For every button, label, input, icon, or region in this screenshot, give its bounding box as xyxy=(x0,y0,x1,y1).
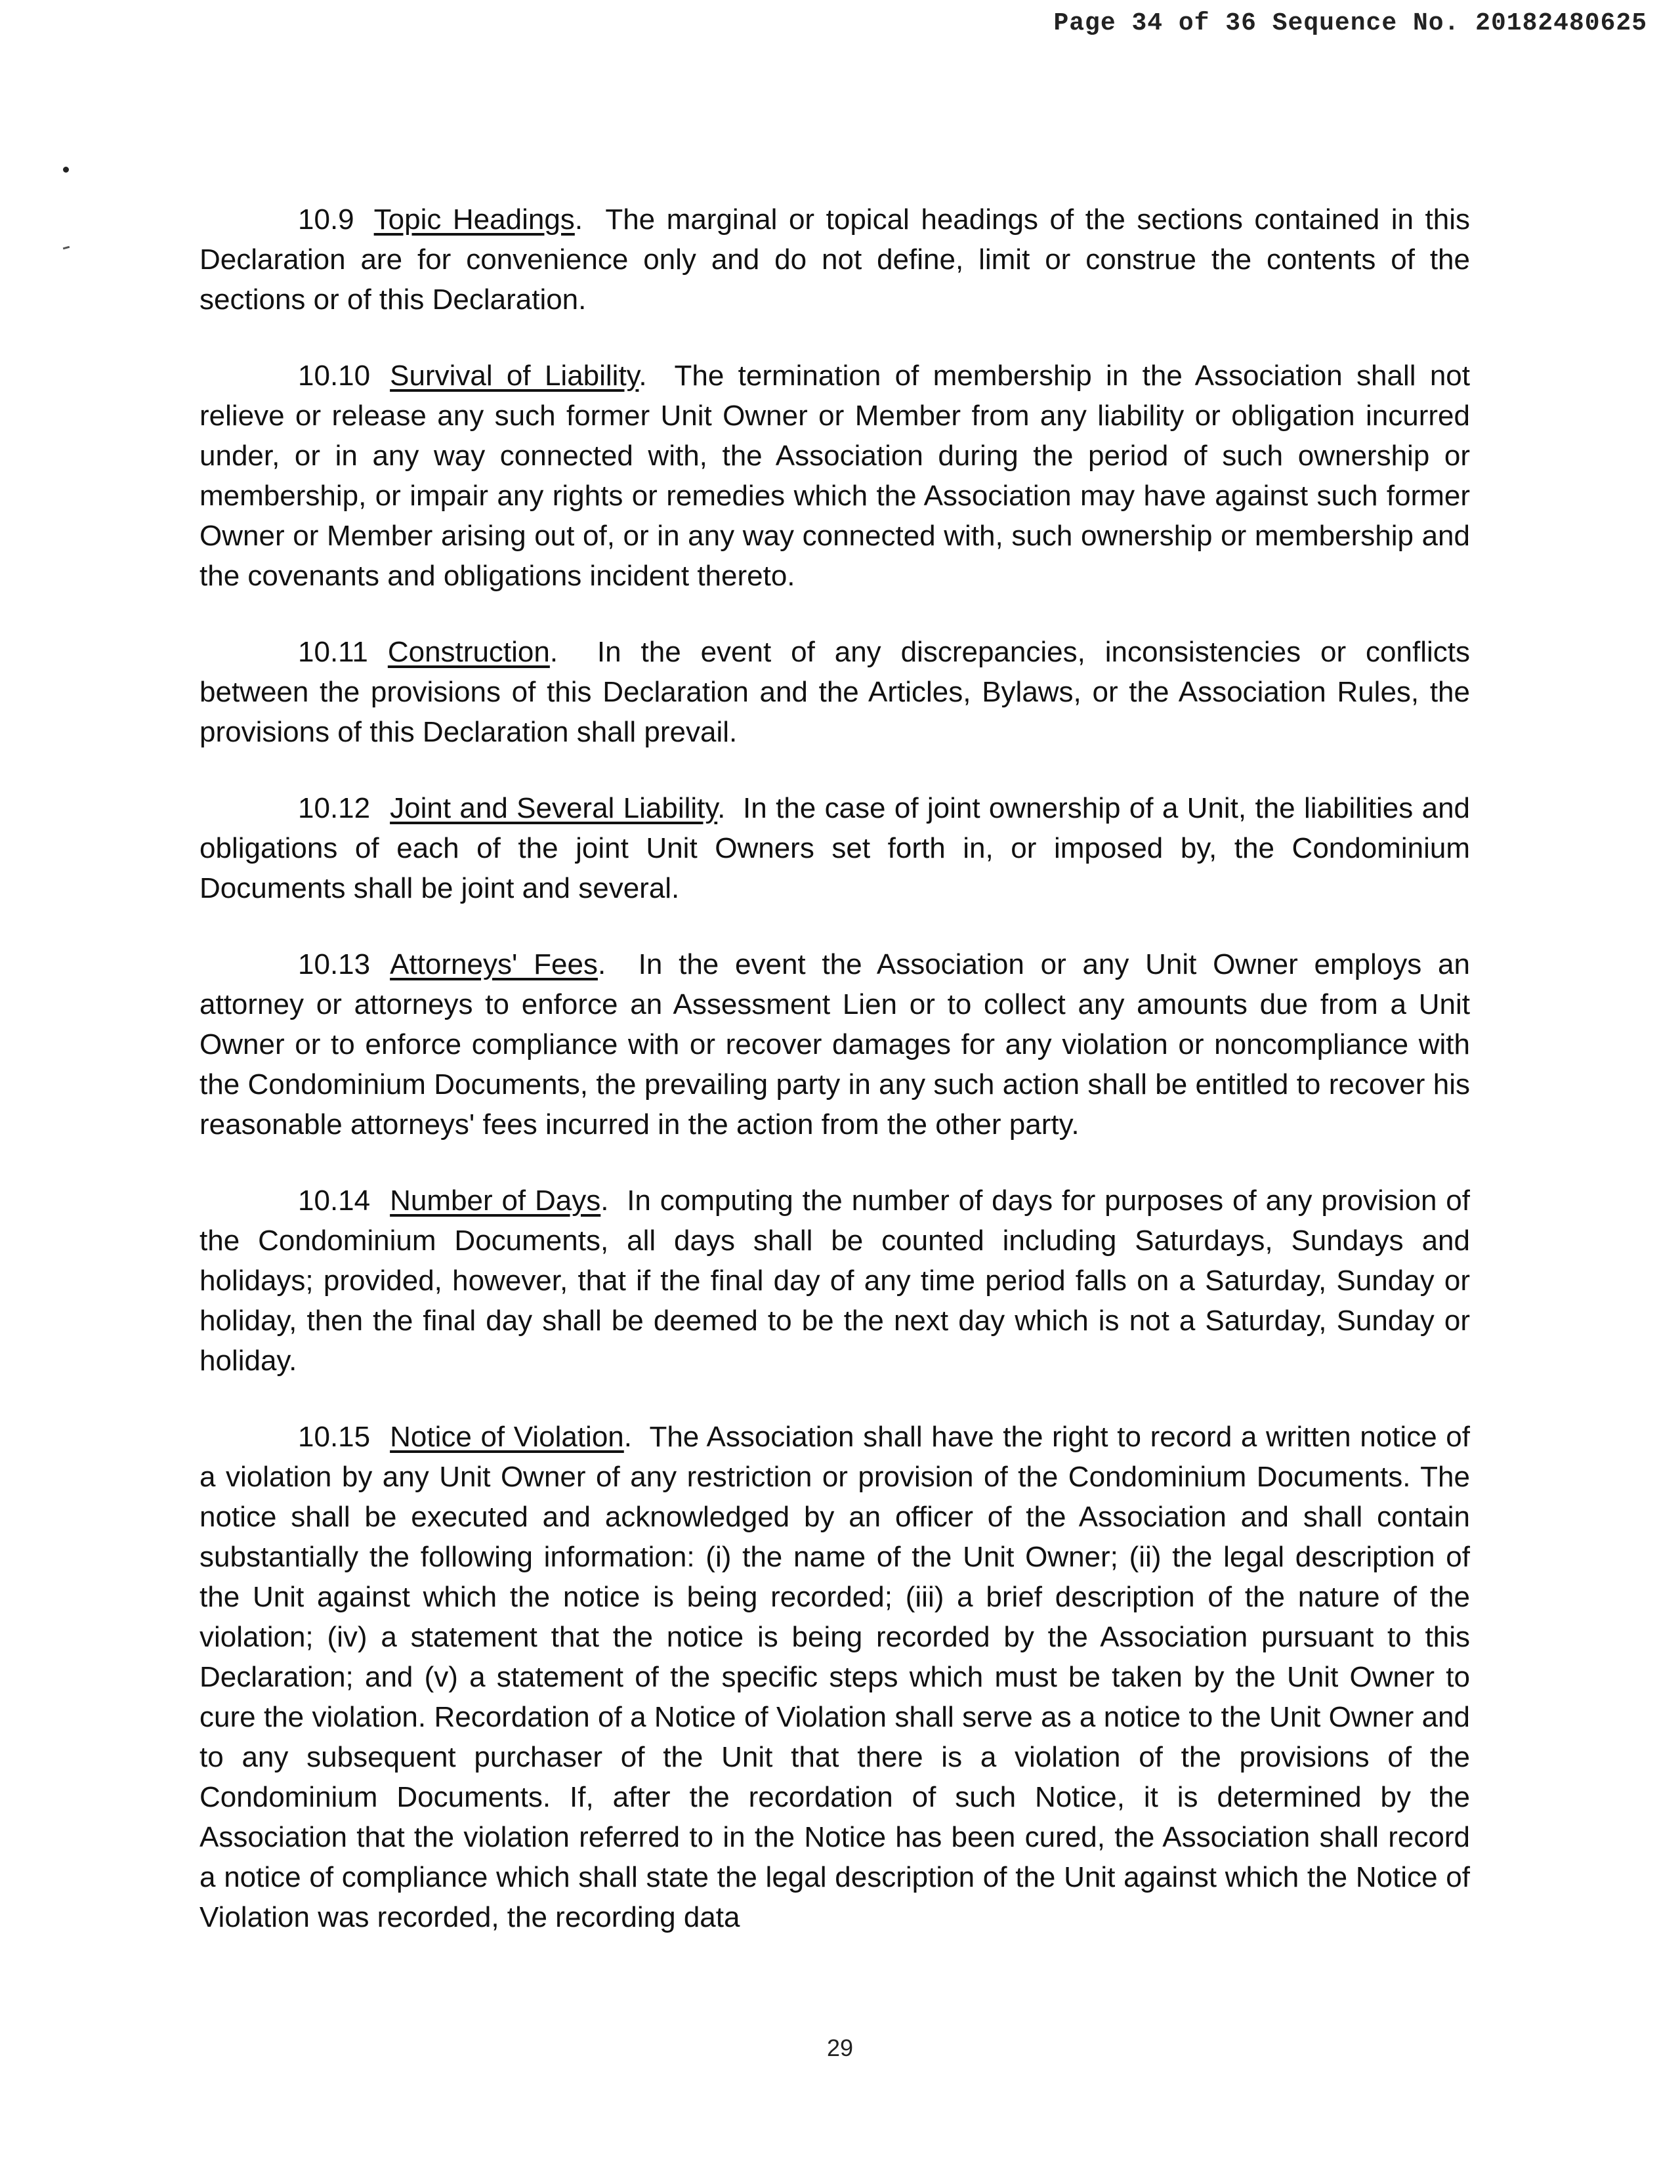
section-10-15: 10.15 Notice of Violation. The Association shall have the right to record a written notice of a violation by any Unit Owner of any restriction or provision of the Condominium Documents. The notice shall be executed and acknowledged by an officer of the Association and shall contain substantially the following information: (i) the name of the Unit Owner; (ii) the legal description of the Unit against which the notice is being recorded; (iii) a brief description of the nature of the violation; (iv) a statement that the notice is being recorded by the Association pursuant to this Declaration; and (v) a statement of the specific steps which must be taken by the Unit Owner to cure the violation. Recordation of a Notice of Violation shall serve as a notice to the Unit Owner and to any subsequent purchaser of the Unit that there is a violation of the provisions of the Condominium Documents. If, after the recordation of such Notice, it is determined by the Association that the violation referred to in the Notice has been cured, the Association shall record a notice of compliance which shall state the legal description of the Unit against which the Notice of Violation was recorded, the recording data xyxy=(200,1421,1470,1933)
section-number: 10.14 xyxy=(298,1185,371,1217)
document-body xyxy=(200,200,1470,1973)
section-text: In the case of joint ownership of a Unit, the liabilities and obligations of each of the joint Unit Owners set forth in, or imposed by, the Condominium Documents shall be joint and several. xyxy=(200,792,1471,904)
margin-tick-mark xyxy=(63,246,70,249)
section-text: The termination of membership in the Association shall not relieve or release any such former Unit Owner or Member from any liability or obligation incurred under, or in any way connected with, the Association during the period of such ownership or membership, or impair any rights or remedies which the Association may have against such former Owner or Member arising out of, or in any way connected with, such ownership or membership and the covenants and obligations incident thereto. xyxy=(200,360,1470,592)
section-10-11: 10.11 Construction. In the event of any discrepancies, inconsistencies or conflicts between the provisions of this Declaration and the Articles, Bylaws, or the Association Rules, the provisions of this Declaration shall prevail. xyxy=(200,636,1470,748)
section-text: The marginal or topical headings of the sections contained in this Declaration are for convenience only and do not define, limit or construe the contents of the sections or of this Declaration. xyxy=(200,203,1470,316)
section-heading: Survival of Liability xyxy=(390,360,639,392)
section-text: In computing the number of days for purposes of any provision of the Condominium Documents, all days shall be counted including Saturdays, Sundays and holidays; provided, however, that if the final day of any time period falls on a Saturday, Sunday or holiday, then the final day shall be deemed to be the next day which is not a Saturday, Sunday or holiday. xyxy=(200,1185,1470,1377)
page-number: 29 xyxy=(826,2034,854,2061)
section-text: In the event the Association or any Unit Owner employs an attorney or attorneys to enforce an Assessment Lien or to collect any amounts due from a Unit Owner or to enforce compliance with or recover damages for any violation or noncompliance with the Condominium Documents, the prevailing party in any such action shall be entitled to recover his reasonable attorneys' fees incurred in the action from the other party. xyxy=(200,948,1470,1141)
section-heading: Notice of Violation xyxy=(390,1421,624,1453)
section-number: 10.9 xyxy=(298,203,354,236)
section-10-12: 10.12 Joint and Several Liability. In the case of joint ownership of a Unit, the liabilities and obligations of each of the joint Unit Owners set forth in, or imposed by, the Condominium Documents shall be joint and several. xyxy=(200,792,1471,904)
section-number: 10.10 xyxy=(298,360,371,392)
page-header-sequence: Page 34 of 36 Sequence No. 20182480625 xyxy=(1053,9,1647,37)
section-heading: Attorneys' Fees xyxy=(390,948,598,980)
section-text: In the event of any discrepancies, inconsistencies or conflicts between the provisions of this Declaration and the Articles, Bylaws, or the Association Rules, the provisions of this Declaration shall prevail. xyxy=(200,636,1470,748)
section-number: 10.15 xyxy=(298,1421,371,1453)
section-10-13: 10.13 Attorneys' Fees. In the event the Association or any Unit Owner employs an attorney or attorneys to enforce an Assessment Lien or to collect any amounts due from a Unit Owner or to enforce compliance with or recover damages for any violation or noncompliance with the Condominium Documents, the prevailing party in any such action shall be entitled to recover his reasonable attorneys' fees incurred in the action from the other party. xyxy=(200,948,1470,1141)
section-heading: Construction xyxy=(387,636,550,668)
margin-dot-mark xyxy=(63,167,69,173)
section-number: 10.13 xyxy=(298,948,371,980)
section-10-14: 10.14 Number of Days. In computing the number of days for purposes of any provision of the Condominium Documents, all days shall be counted including Saturdays, Sundays and holidays; provided, however, that if the final day of any time period falls on a Saturday, Sunday or holiday, then the final day shall be deemed to be the next day which is not a Saturday, Sunday or holiday. xyxy=(200,1185,1470,1377)
section-number: 10.11 xyxy=(298,636,368,668)
section-heading: Topic Headings xyxy=(373,203,575,236)
section-text: The Association shall have the right to record a written notice of a violation by any Unit Owner of any restriction or provision of the Condominium Documents. The notice shall be executed and acknowledged by an officer of the Association and shall contain substantially the following information: (i) the name of the Unit Owner; (ii) the legal description of the Unit against which the notice is being recorded; (iii) a brief description of the nature of the violation; (iv) a statement that the notice is being recorded by the Association pursuant to this Declaration; and (v) a statement of the specific steps which must be taken by the Unit Owner to cure the violation. Recordation of a Notice of Violation shall serve as a notice to the Unit Owner and to any subsequent purchaser of the Unit that there is a violation of the provisions of the Condominium Documents. If, after the recordation of such Notice, it is determined by the Association that the violation referred to in the Notice has been cured, the Association shall record a notice of compliance which shall state the legal description of the Unit against which the Notice of Violation was recorded, the recording data xyxy=(200,1421,1470,1933)
section-heading: Joint and Several Liability xyxy=(390,792,718,824)
section-heading: Number of Days xyxy=(390,1185,601,1217)
section-10-10: 10.10 Survival of Liability. The termination of membership in the Association shall not relieve or release any such former Unit Owner or Member from any liability or obligation incurred under, or in any way connected with, the Association during the period of such ownership or membership, or impair any rights or remedies which the Association may have against such former Owner or Member arising out of, or in any way connected with, such ownership or membership and the covenants and obligations incident thereto. xyxy=(200,360,1470,592)
section-number: 10.12 xyxy=(298,792,371,824)
section-10-9: 10.9 Topic Headings. The marginal or topical headings of the sections contained in this Declaration are for convenience only and do not define, limit or construe the contents of the sections or of this Declaration. xyxy=(200,203,1470,316)
